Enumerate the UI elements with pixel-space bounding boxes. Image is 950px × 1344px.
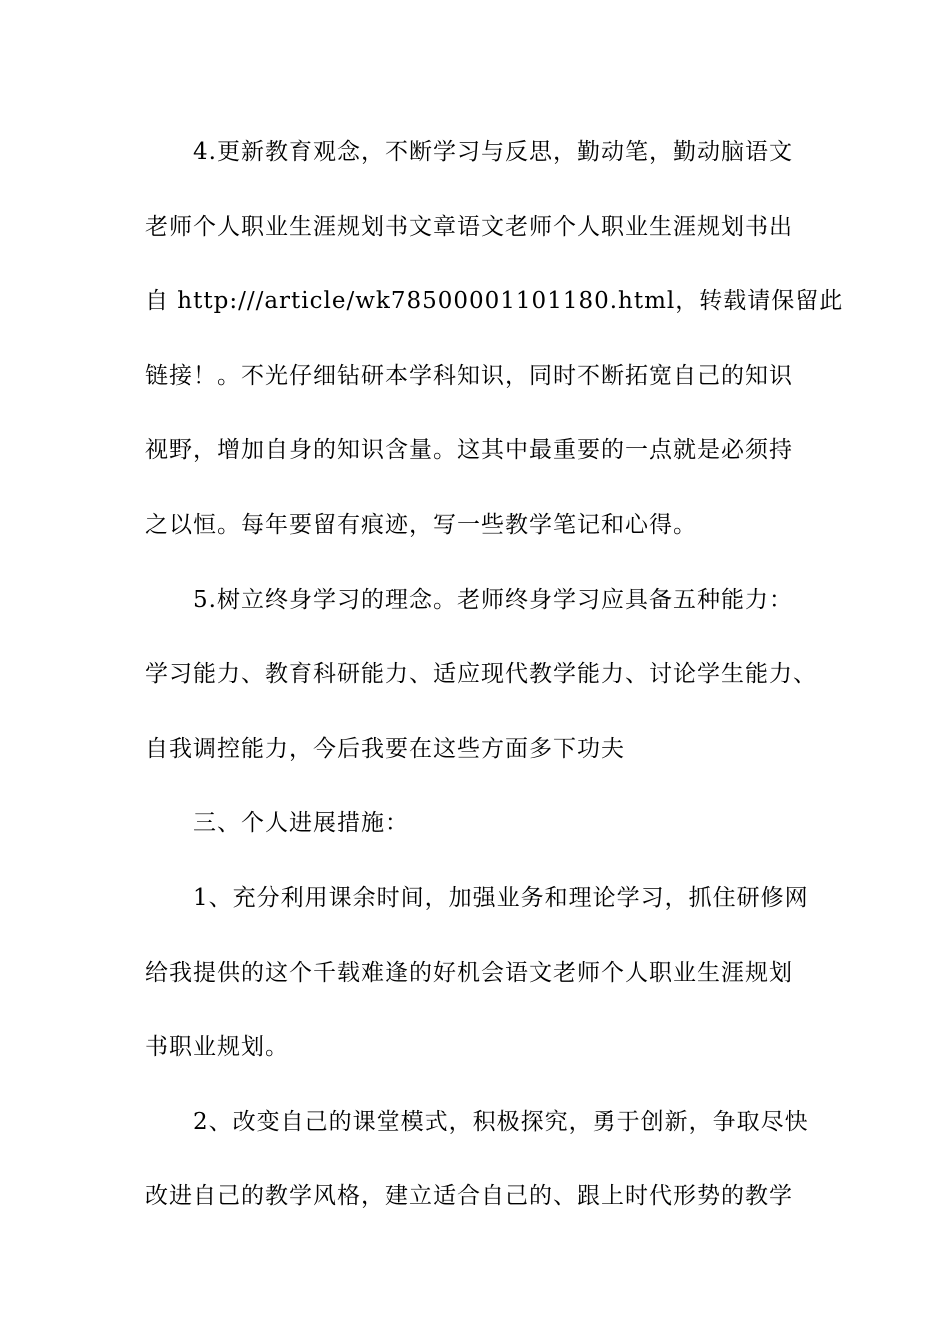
paragraph-5-line-2: 学习能力、教育科研能力、适应现代教学能力、讨论学生能力、 xyxy=(145,661,817,687)
paragraph-4-line-2: 老师个人职业生涯规划书文章语文老师个人职业生涯规划书出 xyxy=(145,214,793,240)
paragraph-4-line-5: 视野，增加自身的知识含量。这其中最重要的一点就是必须持 xyxy=(145,437,793,463)
measure-2-line-1: 2、改变自己的课堂模式，积极探究，勇于创新，争取尽快 xyxy=(193,1109,809,1135)
measure-1-line-3: 书职业规划。 xyxy=(145,1034,289,1060)
paragraph-4-line-4: 链接！。不光仔细钻研本学科知识，同时不断拓宽自己的知识 xyxy=(145,363,793,389)
paragraph-4-line-3: 自 http:///article/wk78500001101180.html，转载请保留此 xyxy=(145,288,844,314)
measure-1-line-2: 给我提供的这个千载难逢的好机会语文老师个人职业生涯规划 xyxy=(145,960,793,986)
paragraph-4-line-1: 4.更新教育观念，不断学习与反思，勤动笔，勤动脑语文 xyxy=(193,139,793,165)
section-heading: 三、个人进展措施： xyxy=(193,810,409,836)
paragraph-5-line-1: 5.树立终身学习的理念。老师终身学习应具备五种能力： xyxy=(193,587,793,613)
measure-1-line-1: 1、充分利用课余时间，加强业务和理论学习，抓住研修网 xyxy=(193,885,809,911)
paragraph-4-line-6: 之以恒。每年要留有痕迹，写一些教学笔记和心得。 xyxy=(145,512,697,538)
measure-2-line-2: 改进自己的教学风格，建立适合自己的、跟上时代形势的教学 xyxy=(145,1183,793,1209)
paragraph-5-line-3: 自我调控能力，今后我要在这些方面多下功夫 xyxy=(145,736,625,762)
